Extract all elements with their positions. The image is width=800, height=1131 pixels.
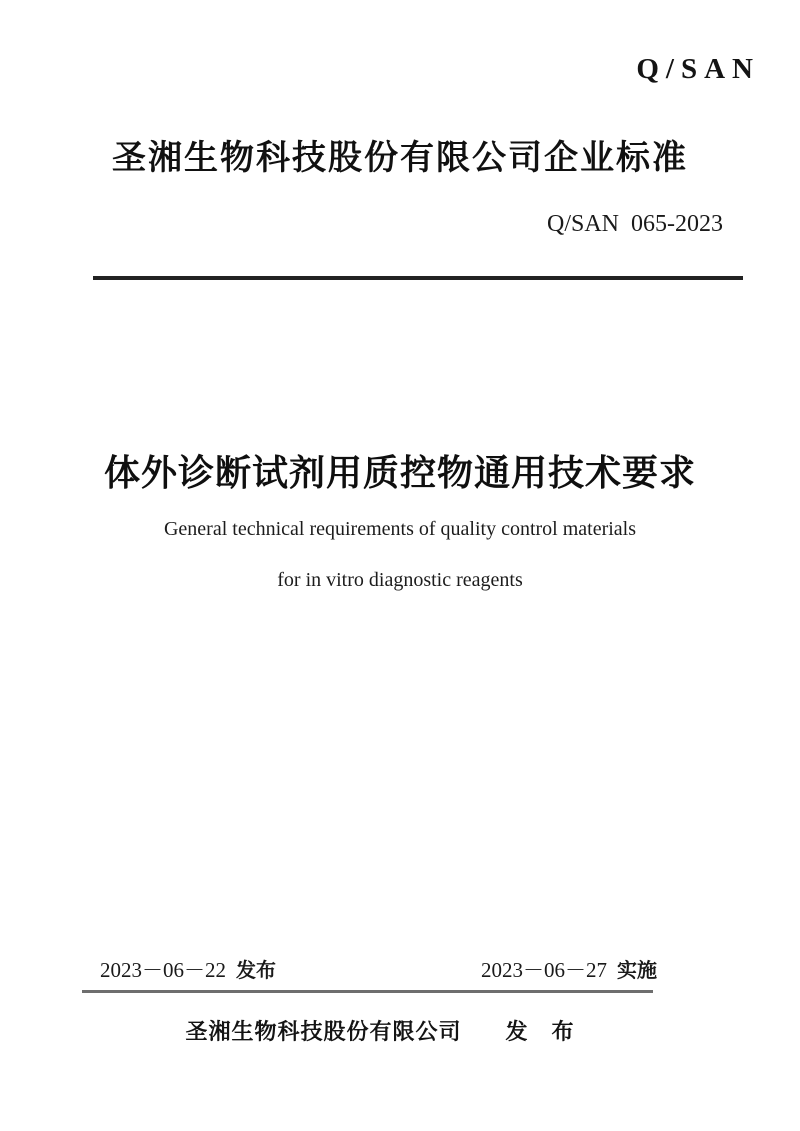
footer-divider-line <box>82 990 653 993</box>
publish-action-label: 发 布 <box>505 1019 575 1044</box>
publisher-row <box>0 1015 760 1046</box>
date-row <box>0 954 800 982</box>
document-title-zh: 体外诊断试剂用质控物通用技术要求 <box>103 452 696 493</box>
publisher-name: 圣湘生物科技股份有限公司 <box>185 1019 462 1044</box>
issue-date-group <box>100 954 276 984</box>
implement-date: 2023－06－27 <box>481 958 607 982</box>
implement-label: 实施 <box>617 960 657 982</box>
header-divider-line <box>93 276 743 280</box>
standard-number: Q/SAN 065-2023 <box>546 211 723 237</box>
company-logo-text: Q/SAN <box>636 53 760 85</box>
document-title-en-line2: for in vitro diagnostic reagents <box>277 569 523 591</box>
issue-date: 2023－06－22 <box>100 958 226 982</box>
implement-date-group <box>481 954 657 984</box>
enterprise-standard-title: 圣湘生物科技股份有限公司企业标准 <box>112 140 688 177</box>
issue-label: 发布 <box>236 960 276 982</box>
document-title-en-line1: General technical requirements of quality control materials <box>163 518 637 540</box>
